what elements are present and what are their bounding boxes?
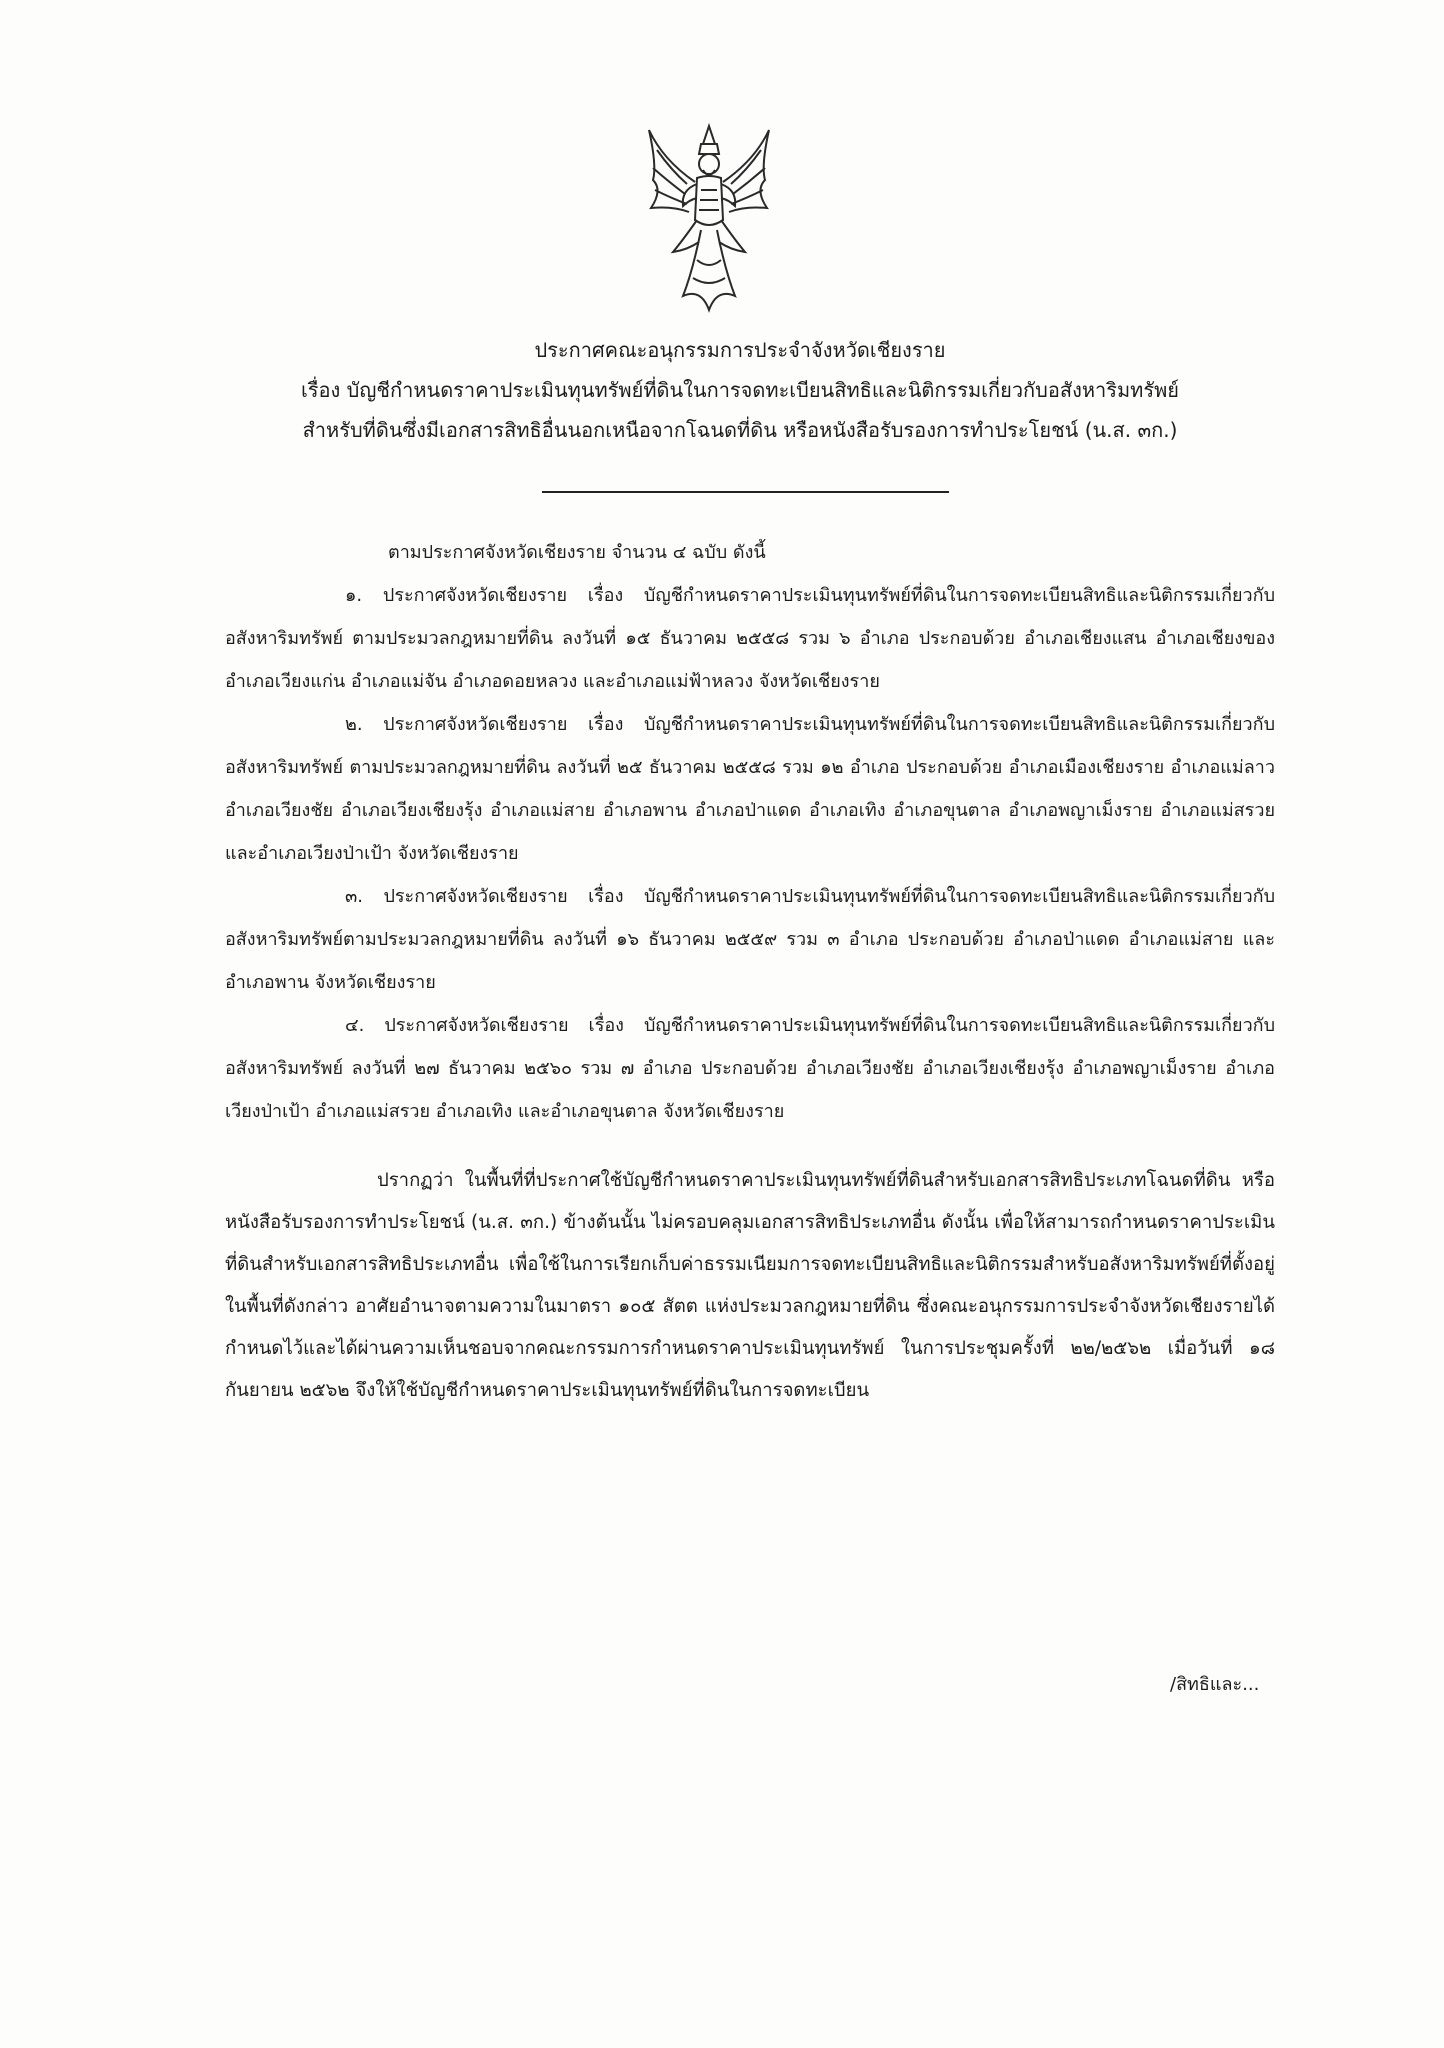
main-paragraph: ปรากฏว่า ในพื้นที่ที่ประกาศใช้บัญชีกำหนดราคาประเมินทุนทรัพย์ที่ดินสำหรับเอกสารสิทธิประเภทโฉนดที่ดิน หรือหนังสือรับรองการทำประโยชน์ (น.ส. ๓ก.) ข้างต้นนั้น ไม่ครอบคลุมเอกสารสิทธิประเภทอื่น ดังนั้น เพื่อให้สามารถกำหนดราคาประเมินที่ดินสำหรับเอกสารสิทธิประเภทอื่น เพื่อใช้ในการเรียกเก็บค่าธรรมเนียมการจดทะเบียนสิทธิและนิติกรรมสำหรับอสังหาริมทรัพย์ที่ตั้งอยู่ในพื้นที่ดังกล่าว อาศัยอำนาจตามความในมาตรา ๑๐๕ สัตต แห่งประมวลกฎหมายที่ดิน ซึ่งคณะอนุกรรมการประจำจังหวัดเชียงรายได้กำหนดไว้และได้ผ่านความเห็นชอบจากคณะกรรมการกำหนดราคาประเมินทุนทรัพย์ ในการประชุมครั้งที่ ๒๒/๒๕๖๒ เมื่อวันที่ ๑๘ กันยายน ๒๕๖๒ จึงให้ใช้บัญชีกำหนดราคาประเมินทุนทรัพย์ที่ดินในการจดทะเบียน: [225, 1170, 1275, 1401]
announcement-subject-cont: สำหรับที่ดินซึ่งมีเอกสารสิทธิอื่นนอกเหนือจากโฉนดที่ดิน หรือหนังสือรับรองการทำประโยชน์ (น.ส. ๓ก.): [302, 418, 1178, 442]
announcement-list: [225, 574, 1275, 1133]
page-continuation: /สิทธิและ...: [1170, 1674, 1260, 1695]
title-divider: [542, 491, 949, 493]
announcement-header: [210, 330, 1270, 450]
list-item: ๓. ประกาศจังหวัดเชียงราย เรื่อง บัญชีกำหนดราคาประเมินทุนทรัพย์ที่ดินในการจดทะเบียนสิทธิและนิติกรรมเกี่ยวกับอสังหาริมทรัพย์ตามประมวลกฎหมายที่ดิน ลงวันที่ ๑๖ ธันวาคม ๒๕๕๙ รวม ๓ อำเภอ ประกอบด้วย อำเภอป่าแดด อำเภอแม่สาย และอำเภอพาน จังหวัดเชียงราย: [225, 886, 1275, 993]
main-paragraph-section: [225, 1160, 1275, 1412]
announcement-title: ประกาศคณะอนุกรรมการประจำจังหวัดเชียงราย: [534, 338, 946, 362]
garuda-emblem-icon: [643, 120, 775, 316]
list-item: ๔. ประกาศจังหวัดเชียงราย เรื่อง บัญชีกำหนดราคาประเมินทุนทรัพย์ที่ดินในการจดทะเบียนสิทธิและนิติกรรมเกี่ยวกับอสังหาริมทรัพย์ ลงวันที่ ๒๗ ธันวาคม ๒๕๖๐ รวม ๗ อำเภอ ประกอบด้วย อำเภอเวียงชัย อำเภอเวียงเชียงรุ้ง อำเภอพญาเม็งราย อำเภอเวียงป่าเป้า อำเภอแม่สรวย อำเภอเทิง และอำเภอขุนตาล จังหวัดเชียงราย: [225, 1015, 1275, 1122]
announcement-subject: เรื่อง บัญชีกำหนดราคาประเมินทุนทรัพย์ที่ดินในการจดทะเบียนสิทธิและนิติกรรมเกี่ยวกับอสังหาริมทรัพย์: [300, 378, 1180, 402]
list-item: ๒. ประกาศจังหวัดเชียงราย เรื่อง บัญชีกำหนดราคาประเมินทุนทรัพย์ที่ดินในการจดทะเบียนสิทธิและนิติกรรมเกี่ยวกับอสังหาริมทรัพย์ ตามประมวลกฎหมายที่ดิน ลงวันที่ ๒๕ ธันวาคม ๒๕๕๘ รวม ๑๒ อำเภอ ประกอบด้วย อำเภอเมืองเชียงราย อำเภอแม่ลาว อำเภอเวียงชัย อำเภอเวียงเชียงรุ้ง อำเภอแม่สาย อำเภอพาน อำเภอป่าแดด อำเภอเทิง อำเภอขุนตาล อำเภอพญาเม็งราย อำเภอแม่สรวย และอำเภอเวียงป่าเป้า จังหวัดเชียงราย: [225, 714, 1275, 864]
intro-text: ตามประกาศจังหวัดเชียงราย จำนวน ๔ ฉบับ ดังนี้: [388, 542, 766, 563]
list-item: ๑. ประกาศจังหวัดเชียงราย เรื่อง บัญชีกำหนดราคาประเมินทุนทรัพย์ที่ดินในการจดทะเบียนสิทธิและนิติกรรมเกี่ยวกับอสังหาริมทรัพย์ ตามประมวลกฎหมายที่ดิน ลงวันที่ ๑๕ ธันวาคม ๒๕๕๘ รวม ๖ อำเภอ ประกอบด้วย อำเภอเชียงแสน อำเภอเชียงของ อำเภอเวียงแก่น อำเภอแม่จัน อำเภอดอยหลวง และอำเภอแม่ฟ้าหลวง จังหวัดเชียงราย: [225, 585, 1275, 692]
intro-section: [225, 531, 1275, 574]
